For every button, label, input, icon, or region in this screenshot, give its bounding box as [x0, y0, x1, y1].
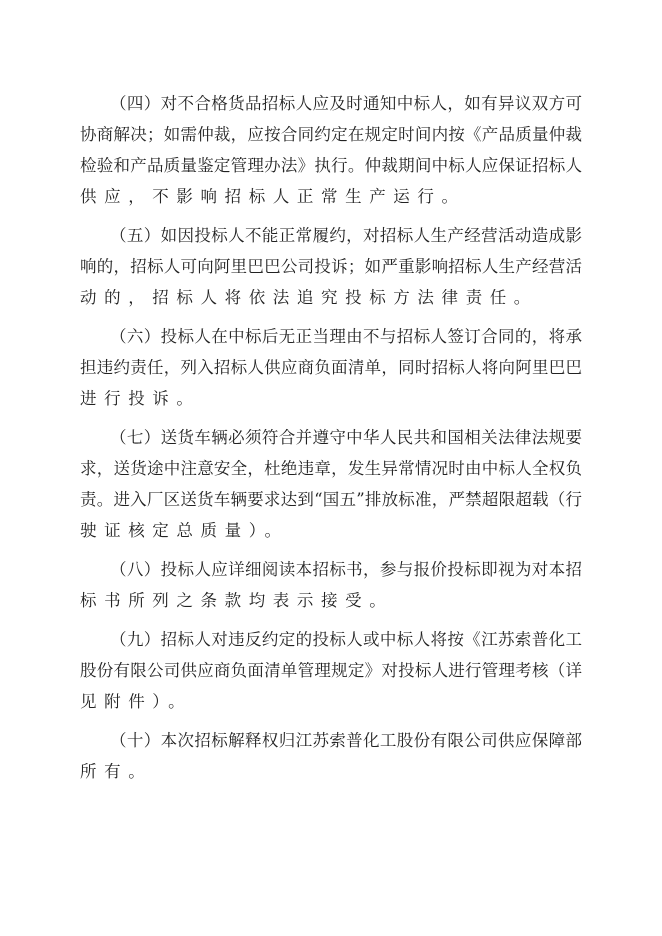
paragraph-line: 进行投诉。 [80, 389, 201, 408]
paragraph-line: 动的，招标人将依法追究投标方法律责任。 [80, 288, 538, 307]
paragraph-line: 所有。 [80, 762, 153, 781]
paragraph-line: （五）如因投标人不能正常履约，对招标人生产经营活动造成影 [110, 226, 582, 245]
paragraph-line: （九）招标人对违反约定的投标人或中标人将按《江苏索普化工 [110, 630, 582, 649]
document-page [80, 88, 582, 795]
paragraph-line: 供应，不影响招标人正常生产运行。 [80, 187, 466, 206]
paragraph [80, 321, 582, 414]
paragraph-line: （六）投标人在中标后无正当理由不与招标人签订合同的，将承 [110, 327, 582, 346]
paragraph-line: （八）投标人应详细阅读本招标书，参与报价投标即视为对本招 [110, 560, 582, 579]
paragraph-line: （四）对不合格货品招标人应及时通知中标人，如有异议双方可 [110, 94, 582, 113]
paragraph-line: 驶证核定总质量）。 [80, 521, 289, 540]
paragraph [80, 624, 582, 717]
paragraph-line: 担违约责任，列入招标人供应商负面清单，同时招标人将向阿里巴巴 [80, 358, 582, 377]
paragraph [80, 554, 582, 616]
paragraph-line: 协商解决；如需仲裁，应按合同约定在规定时间内按《产品质量仲裁 [80, 125, 582, 144]
paragraph-line: （十）本次招标解释权归江苏索普化工股份有限公司供应保障部 [110, 731, 582, 750]
paragraph-line: 响的，招标人可向阿里巴巴公司投诉；如严重影响招标人生产经营活 [80, 257, 582, 276]
paragraph [80, 422, 582, 546]
paragraph-line: 见附件）。 [80, 692, 193, 711]
paragraph [80, 88, 582, 212]
paragraph [80, 725, 582, 787]
paragraph-line: 责。进入厂区送货车辆要求达到“国五”排放标准，严禁超限超载（行 [80, 490, 582, 509]
paragraph-line: 股份有限公司供应商负面清单管理规定》对投标人进行管理考核（详 [80, 661, 582, 680]
paragraph-line: 求，送货途中注意安全，杜绝违章，发生异常情况时由中标人全权负 [80, 459, 582, 478]
paragraph-line: 标书所列之条款均表示接受。 [80, 591, 394, 610]
paragraph [80, 220, 582, 313]
paragraph-line: （七）送货车辆必须符合并遵守中华人民共和国相关法律法规要 [110, 428, 582, 447]
paragraph-line: 检验和产品质量鉴定管理办法》执行。仲裁期间中标人应保证招标人 [80, 156, 582, 175]
